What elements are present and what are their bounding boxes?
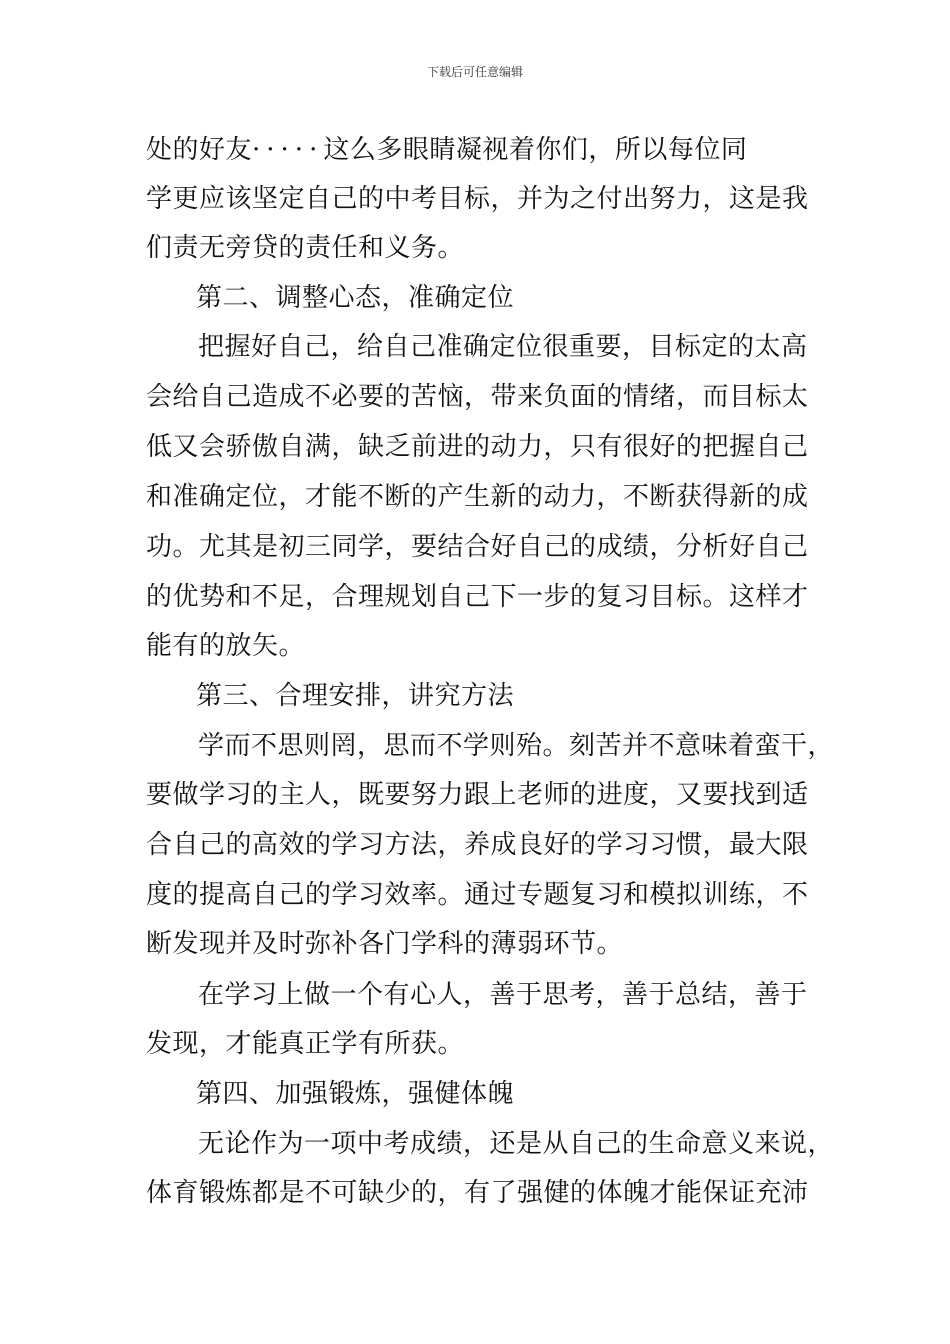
paragraph-line: 们责无旁贷的责任和义务。 <box>146 233 465 263</box>
text-run: 处的好友 <box>146 135 253 165</box>
paragraph-line: 断发现并及时弥补各门学科的薄弱环节。 <box>146 929 624 959</box>
paragraph-line: 发现，才能真正学有所获。 <box>146 1029 465 1059</box>
paragraph-line: 要做学习的主人，既要努力跟上老师的进度，又要找到适 <box>146 780 809 810</box>
paragraph-line: 低又会骄傲自满，缺乏前进的动力，只有很好的把握自己 <box>146 432 809 462</box>
paragraph-line: 会给自己造成不必要的苦恼，带来负面的情绪，而目标太 <box>146 382 809 412</box>
paragraph-line: 在学习上做一个有心人，善于思考，善于总结，善于 <box>198 980 808 1010</box>
paragraph-line <box>146 134 747 166</box>
text-run: 这么多眼睛凝视着你们，所以每位同 <box>323 135 748 165</box>
paragraph-line: 学而不思则罔，思而不学则殆。刻苦并不意味着蛮干， <box>198 731 835 761</box>
paragraph-line: 无论作为一项中考成绩，还是从自己的生命意义来说， <box>198 1129 835 1159</box>
paragraph-line: 合自己的高效的学习方法，养成良好的学习习惯，最大限 <box>146 830 809 860</box>
paragraph-line: 功。尤其是初三同学，要结合好自己的成绩，分析好自己 <box>146 532 809 562</box>
paragraph-line: 和准确定位，才能不断的产生新的动力，不断获得新的成 <box>146 482 809 512</box>
section-heading: 第四、加强锻炼，强健体魄 <box>196 1079 515 1109</box>
page-header: 下载后可任意编辑 <box>426 65 523 79</box>
section-heading: 第三、合理安排，讲究方法 <box>196 681 515 711</box>
paragraph-line: 度的提高自己的学习效率。通过专题复习和模拟训练，不 <box>146 880 809 910</box>
paragraph-line: 的优势和不足，合理规划自己下一步的复习目标。这样才 <box>146 582 809 612</box>
ellipsis-dots: ····· <box>252 135 324 165</box>
section-heading: 第二、调整心态，准确定位 <box>196 283 515 313</box>
paragraph-line: 能有的放矢。 <box>146 631 306 661</box>
paragraph-line: 体育锻炼都是不可缺少的，有了强健的体魄才能保证充沛 <box>146 1178 809 1208</box>
paragraph-line: 学更应该坚定自己的中考目标，并为之付出努力，这是我 <box>146 184 809 214</box>
paragraph-line: 把握好自己，给自己准确定位很重要，目标定的太高 <box>198 332 808 362</box>
